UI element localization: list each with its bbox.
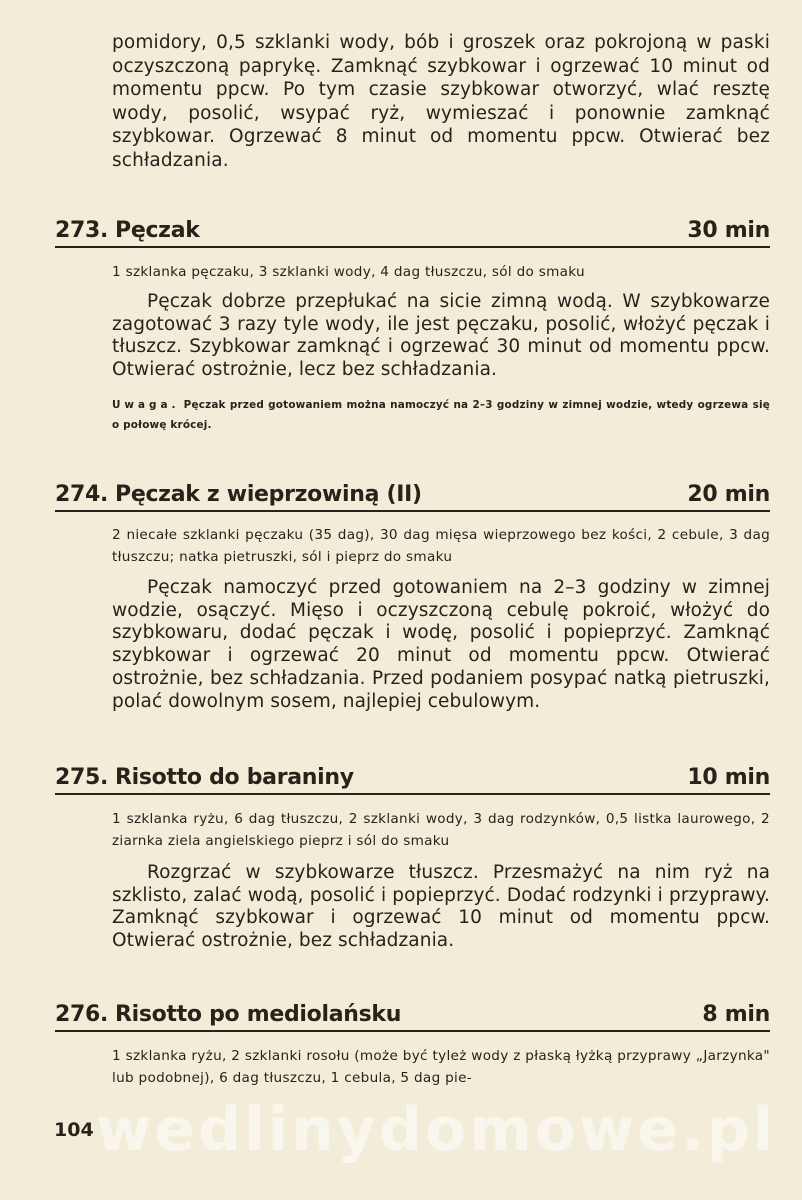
recipe-instructions-273: Pęczak dobrze przepłukać na sicie zimną wodą. W szybkowarze zagotować 3 razy tyle wody, ile jest pęczaku, posolić, włożyć pęczak i tłuszcz. Szybkowar zamknąć i ogrzewać 30 minut od momentu ppcw. Otwierać ostrożnie, lecz bez schładzania.: [112, 291, 770, 381]
recipe-title: Risotto do baraniny: [115, 765, 354, 790]
recipe-ingredients-275: 1 szklanka ryżu, 6 dag tłuszczu, 2 szklanki wody, 3 dag rodzynków, 0,5 listka laurowego, 2 ziarnka ziela angielskiego pieprz i sól do smaku: [112, 811, 770, 849]
recipe-title: Pęczak z wieprzowiną (II): [115, 482, 422, 507]
watermark: wedlinydomowe.pl: [96, 1095, 777, 1165]
recipe-number: 273.: [55, 218, 109, 243]
note-text: Pęczak przed gotowaniem można namoczyć na 2–3 godziny w zimnej wodzie, wtedy ogrzewa się o połowę krócej.: [112, 399, 770, 431]
note-label: Uwaga.: [112, 399, 180, 411]
page-number: 104: [54, 1119, 94, 1141]
recipe-ingredients-274: 2 niecałe szklanki pęczaku (35 dag), 30 dag mięsa wieprzowego bez kości, 2 cebule, 3 dag tłuszczu; natka pietruszki, sól i pieprz do smaku: [112, 527, 770, 565]
recipe-header-273: [55, 212, 770, 248]
recipe-ingredients-276: 1 szklanka ryżu, 2 szklanki rosołu (może być tyleż wody z płaską łyżką przyprawy „Jarzynka" lub podobnej), 6 dag tłuszczu, 1 cebula, 5 dag pie-: [112, 1048, 770, 1086]
recipe-instructions-274: Pęczak namoczyć przed gotowaniem na 2–3 godziny w zimnej wodzie, osączyć. Mięso i oczyszczoną cebulę pokroić, włożyć do szybkowaru, dodać pęczak i wodę, posolić i popieprzyć. Zamknąć szybkowar i ogrzewać 20 minut od momentu ppcw. Otwierać ostrożnie, bez schładzania. Przed podaniem posypać natką pietruszki, polać dowolnym sosem, najlepiej cebulowym.: [112, 577, 770, 712]
recipe-header-274: [55, 476, 770, 512]
recipe-title: Risotto po mediolańsku: [115, 1002, 402, 1027]
recipe-instructions-275: Rozgrzać w szybkowarze tłuszcz. Przesmażyć na nim ryż na szklisto, zalać wodą, posolić i popieprzyć. Dodać rodzynki i przyprawy. Zamknąć szybkowar i ogrzewać 10 minut od momentu ppcw. Otwierać ostrożnie, bez schładzania.: [112, 862, 770, 952]
recipe-header-276: [55, 996, 770, 1032]
intro-paragraph: pomidory, 0,5 szklanki wody, bób i groszek oraz pokrojoną w paski oczyszczoną paprykę. Zamknąć szybkowar i ogrzewać 10 minut od momentu ppcw. Po tym czasie szybkowar otworzyć, wlać resztę wody, posolić, wsypać ryż, wymieszać i ponownie zamknąć szybkowar. Ogrzewać 8 minut od momentu ppcw. Otwierać bez schładzania.: [112, 32, 770, 171]
recipe-time: 10 min: [687, 765, 770, 790]
recipe-number: 274.: [55, 482, 109, 507]
recipe-time: 20 min: [687, 482, 770, 507]
recipe-time: 30 min: [687, 218, 770, 243]
recipe-number: 275.: [55, 765, 109, 790]
recipe-ingredients-273: 1 szklanka pęczaku, 3 szklanki wody, 4 dag tłuszczu, sól do smaku: [112, 264, 585, 280]
recipe-title: Pęczak: [115, 218, 200, 243]
recipe-header-275: [55, 759, 770, 795]
recipe-note-273: [112, 395, 770, 435]
recipe-number: 276.: [55, 1002, 109, 1027]
recipe-time: 8 min: [702, 1002, 770, 1027]
